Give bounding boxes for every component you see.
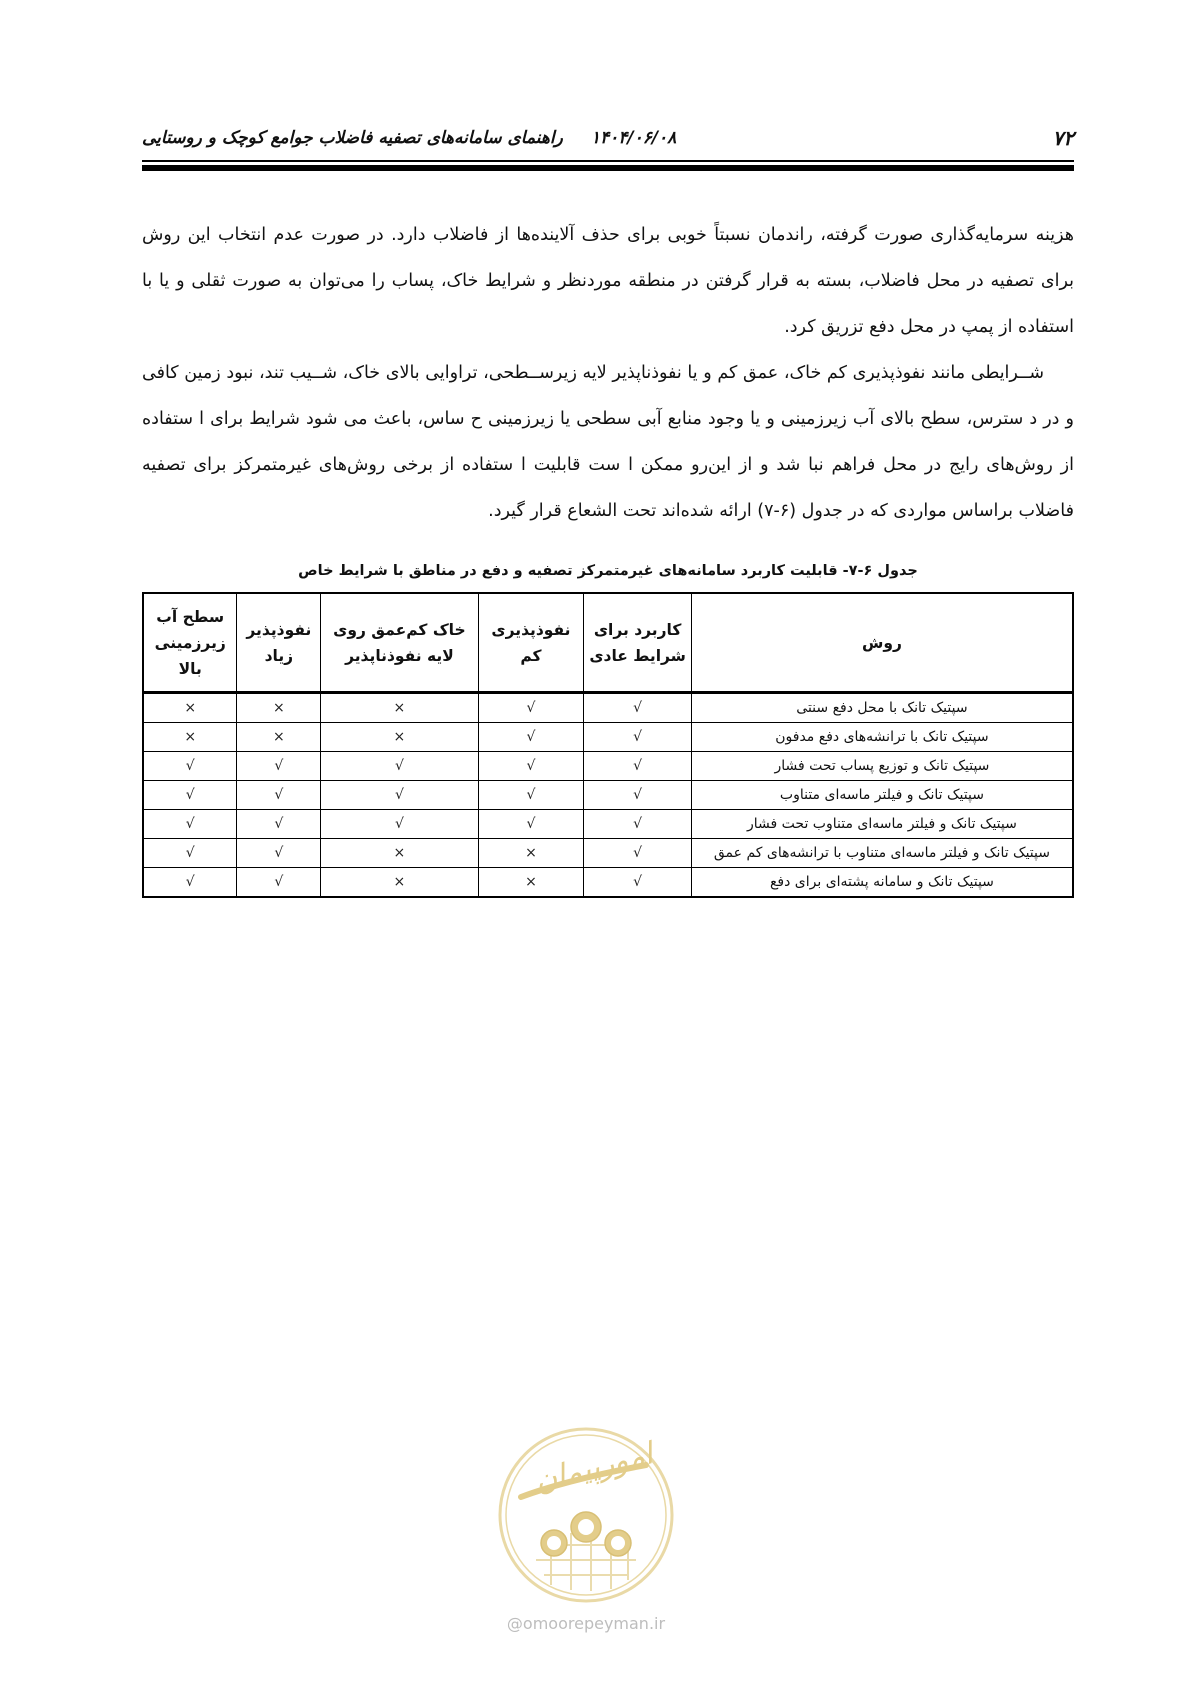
mark-cell: √ bbox=[237, 781, 321, 810]
table-caption: جدول ۶-۷- قابلیت کاربرد سامانه‌های غیرمتمرکز تصفیه و دفع در مناطق با شرایط خاص bbox=[298, 563, 918, 579]
mark-cell: √ bbox=[584, 723, 692, 752]
header-shallow-soil: خاک کم‌عمق روی لایه نفوذناپذیر bbox=[321, 593, 478, 693]
table-row bbox=[143, 752, 1073, 781]
method-cell: سپتیک تانک و سامانه پشته‌ای برای دفع bbox=[691, 868, 1073, 898]
method-cell: سپتیک تانک با محل دفع سنتی bbox=[691, 693, 1073, 723]
table-header-row bbox=[143, 593, 1073, 693]
header-method: روش bbox=[691, 593, 1073, 693]
method-cell: سپتیک تانک و توزیع پساب تحت فشار bbox=[691, 752, 1073, 781]
mark-cell: √ bbox=[321, 752, 478, 781]
header-title: راهنمای سامانه‌های تصفیه فاضلاب جوامع کوچک و روستایی bbox=[142, 128, 563, 148]
capability-table bbox=[142, 592, 1074, 898]
mark-cell: √ bbox=[478, 723, 584, 752]
table-row bbox=[143, 810, 1073, 839]
mark-cell: × bbox=[321, 868, 478, 898]
watermark-logo-icon bbox=[496, 1425, 676, 1605]
body-text bbox=[142, 212, 1074, 534]
page-number: ۷۲ bbox=[1052, 126, 1074, 150]
mark-cell: √ bbox=[584, 810, 692, 839]
table-row bbox=[143, 868, 1073, 898]
mark-cell: √ bbox=[143, 752, 237, 781]
mark-cell: √ bbox=[143, 781, 237, 810]
mark-cell: √ bbox=[321, 810, 478, 839]
mark-cell: × bbox=[237, 693, 321, 723]
header-high-groundwater: سطح آب زیرزمینی بالا bbox=[143, 593, 237, 693]
watermark-url: @omoorepeyman.ir bbox=[506, 1614, 666, 1633]
method-cell: سپتیک تانک با ترانشه‌های دفع مدفون bbox=[691, 723, 1073, 752]
method-cell: سپتیک تانک و فیلتر ماسه‌ای متناوب bbox=[691, 781, 1073, 810]
method-cell: سپتیک تانک و فیلتر ماسه‌ای متناوب با ترانشه‌های کم عمق bbox=[691, 839, 1073, 868]
mark-cell: √ bbox=[584, 752, 692, 781]
mark-cell: √ bbox=[584, 868, 692, 898]
mark-cell: × bbox=[143, 693, 237, 723]
page-header bbox=[142, 126, 1074, 158]
mark-cell: √ bbox=[478, 693, 584, 723]
table-row bbox=[143, 723, 1073, 752]
mark-cell: √ bbox=[584, 839, 692, 868]
table-row bbox=[143, 781, 1073, 810]
header-rule-thick bbox=[142, 165, 1074, 171]
header-low-permeability: نفوذپذیری کم bbox=[478, 593, 584, 693]
table-row bbox=[143, 839, 1073, 868]
mark-cell: √ bbox=[237, 868, 321, 898]
paragraph: هزینه سرمایه‌گذاری صورت گرفته، راندمان نسبتاً خوبی برای حذف آلاینده‌ها از فاضلاب دارد. در صورت عدم انتخاب این روش برای تصفیه در محل فاضلاب، بسته به قرار گرفتن در منطقه موردنظر و شرایط خاک، پساب را می‌توان به صورت ثقلی و یا با استفاده از پمپ در محل دفع تزریق کرد. bbox=[142, 225, 1074, 337]
mark-cell: √ bbox=[143, 868, 237, 898]
method-cell: سپتیک تانک و فیلتر ماسه‌ای متناوب تحت فشار bbox=[691, 810, 1073, 839]
running-title bbox=[142, 128, 676, 148]
header-date: ۱۴۰۴/۰۶/۰۸ bbox=[590, 128, 677, 148]
header-high-permeability: نفوذپذیر زیاد bbox=[237, 593, 321, 693]
mark-cell: √ bbox=[237, 839, 321, 868]
paragraph: شــرایطی مانند نفوذپذیری کم خاک، عمق کم و یا نفوذناپذیر لایه زیرســطحی، تراوایی بالای خاک، شــیب تند، نبود زمین کافی و در د سترس، سطح بالای آب زیرزمینی و یا وجود منابع آبی سطحی یا زیرزمینی ح ساس، باعث می شود شرایط برای ا ستفاده از روش‌های رایج در محل فراهم نبا شد و از این‌رو ممکن ا ست قابلیت ا ستفاده از برخی روش‌های غیرمتمرکز برای تصفیه فاضلاب براساس مواردی که در جدول (۶-۷) ارائه شده‌اند تحت الشعاع قرار گیرد. bbox=[142, 363, 1074, 521]
mark-cell: × bbox=[478, 868, 584, 898]
mark-cell: √ bbox=[237, 810, 321, 839]
header-rule-thin bbox=[142, 160, 1074, 162]
mark-cell: √ bbox=[584, 693, 692, 723]
mark-cell: × bbox=[237, 723, 321, 752]
mark-cell: × bbox=[321, 723, 478, 752]
mark-cell: × bbox=[478, 839, 584, 868]
table-row bbox=[143, 693, 1073, 723]
mark-cell: × bbox=[321, 693, 478, 723]
header-normal: کاربرد برای شرایط عادی bbox=[584, 593, 692, 693]
mark-cell: √ bbox=[478, 781, 584, 810]
mark-cell: √ bbox=[478, 752, 584, 781]
mark-cell: √ bbox=[478, 810, 584, 839]
mark-cell: √ bbox=[321, 781, 478, 810]
mark-cell: × bbox=[321, 839, 478, 868]
logo-text: امورپیمان bbox=[531, 1436, 657, 1500]
mark-cell: √ bbox=[143, 810, 237, 839]
mark-cell: √ bbox=[143, 839, 237, 868]
mark-cell: √ bbox=[237, 752, 321, 781]
mark-cell: × bbox=[143, 723, 237, 752]
mark-cell: √ bbox=[584, 781, 692, 810]
